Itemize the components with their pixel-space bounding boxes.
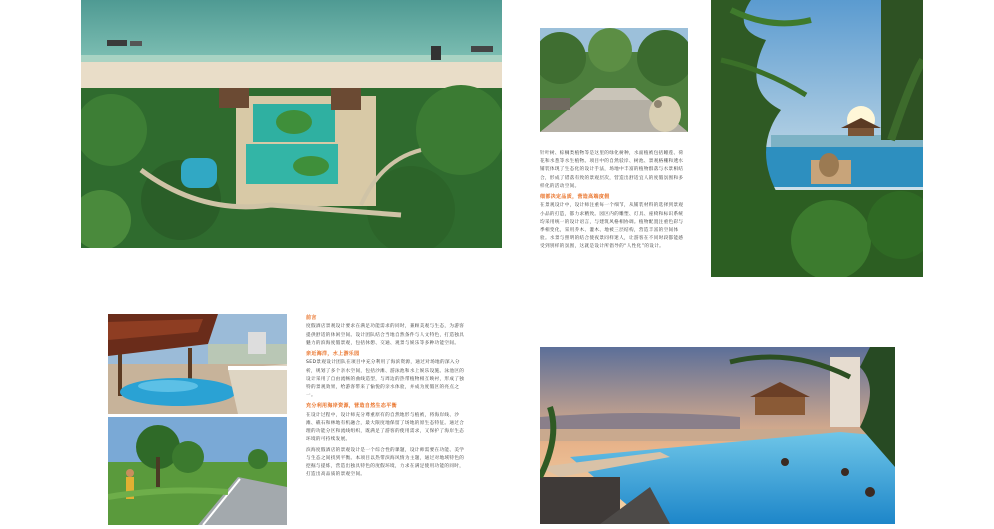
section-heading: 充分利用海岸资源，营造自然生态平衡 <box>306 403 397 410</box>
lawn-walkway-photo <box>108 417 287 525</box>
section-heading: 细部决定品质，营造高端度假 <box>540 194 610 201</box>
paragraph: 在设计过程中，设计师充分尊重原有的自然地形与植被，将海岸线、沙滩、礁石和林地有机融合，最大限度地保留了场地的原生态特征。通过合理的功能分区和流线组织，既满足了游客的使用需求，又保护了海岸生态环境的可持续发展。 <box>306 412 465 443</box>
paragraph: SED景观设计团队在项目中充分利用了海滨资源，通过对场地的深入分析，规划了多个亲水空间，包括沙滩、游泳池和水上娱乐设施。泳池区的设计采用了自由流畅的曲线造型，与周边的热带植物相互映衬，形成了独特的景观效果，给游客带来了愉悦的亲水体验，并成为度假区的亮点之一。 <box>306 360 465 399</box>
paragraph: 滨海度假酒店的景观设计是一个综合性的课题，设计师需要在功能、美学与生态之间找到平衡。本项目以热带滨海风情为主题，通过对地域特色的挖掘与提炼，营造出独具特色的度假环境，力求在满足使用功能的同时，打造出高品质的景观空间。 <box>306 447 465 478</box>
aerial-resort-photo <box>81 0 502 248</box>
article-text-right <box>540 150 688 254</box>
garden-path-photo <box>540 28 688 132</box>
paragraph: 在景观设计中，设计师注重每一个细节，从铺装材料的选择到景观小品的打造，都力求精致。园区内的雕塑、灯具、座椅和标识系统均采用统一的设计语言，与建筑风格相协调。植物配置注重色彩与季相变化，采用乔木、灌木、地被三层结构，营造丰富的空间体验。水景与照明的结合使夜景同样迷人，让游客在不同时段都能感受到别样的氛围，这就是设计所倡导的“人性化”的设计。 <box>540 203 684 250</box>
infinity-pool-photo <box>540 347 895 524</box>
paragraph: 针叶树、棕榈类植物等是这里的绿化树种，水面植被包括睡莲、荷花和水葱等水生植物。项目中的自然驳岸、树池、景观格栅和透水铺装体现了生态化的设计手法，场地中丰富的植物群落与水景相结合，形成了错落有致的景观层次，营造出舒适宜人的度假氛围和多样化的活动空间。 <box>540 151 684 189</box>
pavilion-pool-photo <box>108 314 287 414</box>
palm-pool-sunset-photo <box>711 0 923 277</box>
section-heading: 亲近海洋，水上游乐园 <box>306 351 360 358</box>
paragraph: 度假酒店景观设计要求在满足功能需求的同时，兼顾美观与生态，为游客提供舒适的休闲空间。设计团队结合当地自然条件与人文特色，打造独具魅力的滨海度假景观，包括休憩、交通、观景与娱乐等多种功能空间。 <box>306 324 465 346</box>
section-heading: 前言 <box>306 315 317 321</box>
article-text-middle <box>306 312 466 481</box>
